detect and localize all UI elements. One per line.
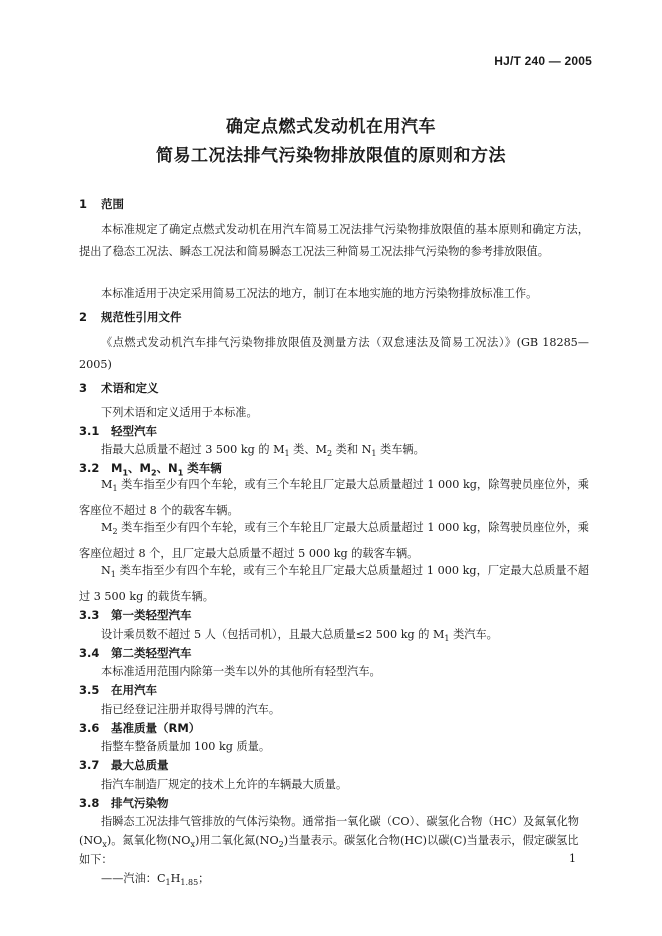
definition-3-8-line-1: 指瞬态工况法排气管排放的气体污染物。通常指一氧化碳（CO）、碳氢化合物（HC）及氮氧化物 (101, 815, 579, 828)
title-line-2: 简易工况法排气污染物排放限值的原则和方法 (156, 146, 506, 166)
definition-3-5-text: 指已经登记注册并取得号牌的汽车。 (101, 703, 281, 716)
definition-3-6-heading (79, 720, 200, 736)
definition-3-8-heading (79, 795, 169, 811)
def-title: 第二类轻型汽车 (111, 646, 192, 660)
definition-3-3-text: 设计乘员数不超过 5 人（包括司机），且最大总质量≤2 500 kg 的 $M_1$ 类汽车。 (101, 628, 498, 644)
title-line-1: 确定点燃式发动机在用汽车 (226, 117, 436, 137)
definition-3-7-text: 指汽车制造厂规定的技术上允许的车辆最大质量。 (101, 778, 348, 791)
def-number: 3.6 (79, 721, 100, 735)
definition-3-8-line-3: 如下： (79, 853, 113, 866)
section-1-heading (79, 196, 124, 212)
section-1-paragraph-2: 本标准适用于决定采用简易工况法的地方，制订在本地实施的地方污染物排放标准工作。 (101, 287, 538, 300)
definition-m2: $M_2$ 类车指至少有四个车轮，或有三个车轮且厂定最大总质量超过 1 000 kg，除驾驶员座位外，乘客座位超过 8 个，且厂定最大总质量不超过 5 000 kg 的载客车辆。 (79, 521, 589, 560)
def-title: 轻型汽车 (111, 424, 157, 438)
def-number: 3.2 (79, 461, 100, 475)
section-title: 范围 (101, 197, 124, 211)
definition-3-4-text: 本标准适用范围内除第一类车以外的其他所有轻型汽车。 (101, 665, 381, 678)
section-2-heading (79, 309, 182, 325)
definition-m1: $M_1$ 类车指至少有四个车轮，或有三个车轮且厂定最大总质量超过 1 000 kg，除驾驶员座位外，乘客座位不超过 8 个的载客车辆。 (79, 478, 589, 517)
definition-3-8-line-2: $(NO_x)$。氮氧化物$(NO_x)$用二氧化氮$(NO_2)$当量表示。碳氢化合物(HC)以碳(C)当量表示，假定碳氢比 (79, 834, 579, 850)
section-3-intro: 下列术语和定义适用于本标准。 (101, 406, 258, 419)
definition-3-3-heading (79, 607, 192, 623)
def-number: 3.7 (79, 758, 100, 772)
definition-n1: $N_1$ 类车指至少有四个车轮，或有三个车轮且厂定最大总质量超过 1 000 kg，厂定最大总质量不超过 3 500 kg 的载货车辆。 (79, 564, 589, 603)
definition-3-4-heading (79, 645, 192, 661)
gasoline-formula: ——汽油：$C_1H_{1.85}$； (101, 872, 210, 888)
def-title: 最大总质量 (111, 758, 169, 772)
definition-3-7-heading (79, 757, 169, 773)
def-title: 基准质量（RM） (111, 721, 201, 735)
def-number: 3.8 (79, 796, 100, 810)
section-1-paragraph-1: 本标准规定了确定点燃式发动机在用汽车简易工况法排气污染物排放限值的基本原则和确定方法，提出了稳态工况法、瞬态工况法和简易瞬态工况法三种简易工况法排气污染物的参考排放限值。 (79, 223, 589, 258)
section-3-heading (79, 380, 159, 396)
def-title: 在用汽车 (111, 683, 157, 697)
def-title: 排气污染物 (111, 796, 169, 810)
section-number: 3 (79, 381, 88, 395)
section-number: 1 (79, 197, 88, 211)
definition-3-1-heading (79, 423, 157, 439)
section-title: 规范性引用文件 (101, 310, 182, 324)
standard-number: HJ/T 240 — 2005 (494, 54, 592, 68)
definition-3-1-text: 指最大总质量不超过 3 500 kg 的 $M_1$ 类、$M_2$ 类和 $N_1$ 类车辆。 (101, 443, 425, 459)
definition-3-5-heading (79, 682, 157, 698)
definition-3-2-heading: 3.2 $M_1$、$M_2$、$N_1$ 类车辆 (79, 461, 222, 478)
def-title: 第一类轻型汽车 (111, 608, 192, 622)
section-2-reference: 《点燃式发动机汽车排气污染物排放限值及测量方法（双怠速法及简易工况法）》(GB 18285—2005) (79, 336, 589, 371)
section-title: 术语和定义 (101, 381, 159, 395)
def-number: 3.4 (79, 646, 100, 660)
def-number: 3.5 (79, 683, 100, 697)
definition-3-6-text: 指整车整备质量加 100 kg 质量。 (101, 740, 271, 753)
def-number: 3.1 (79, 424, 100, 438)
section-number: 2 (79, 310, 88, 324)
def-number: 3.3 (79, 608, 100, 622)
page-number: 1 (569, 852, 576, 865)
